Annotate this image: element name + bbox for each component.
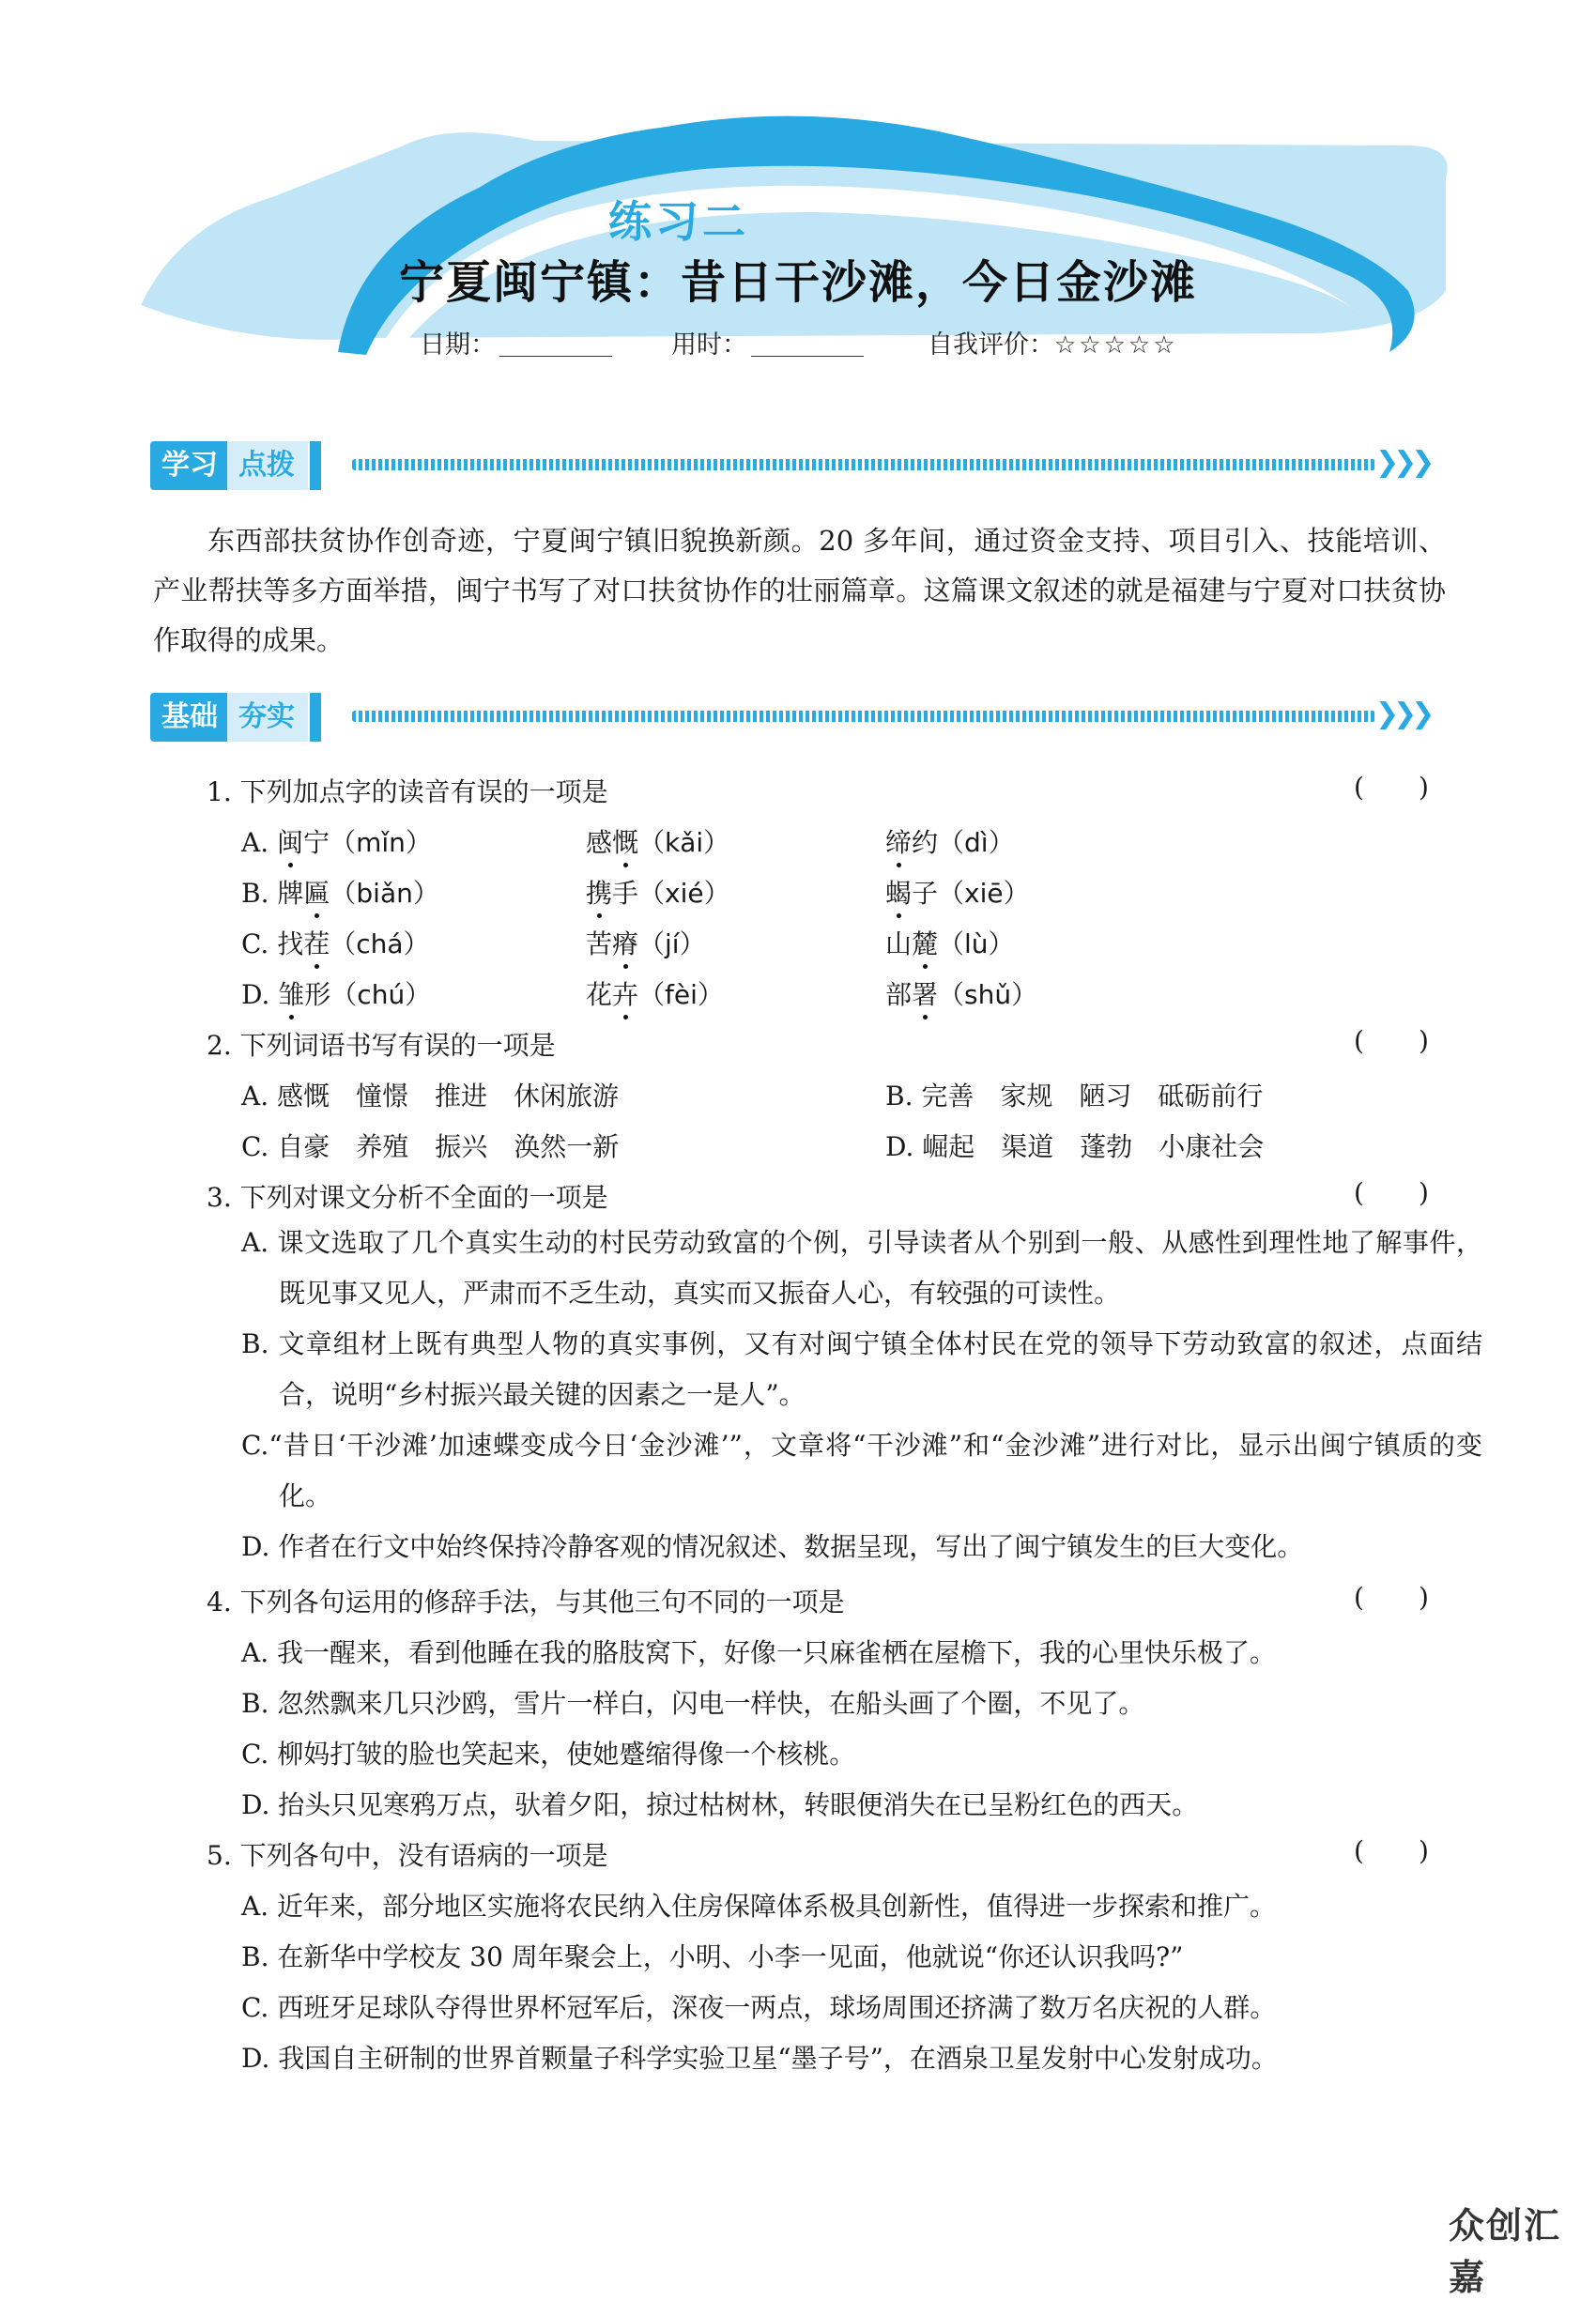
answer-bracket[interactable]: ( ): [1354, 1177, 1429, 1208]
page-title: 宁夏闽宁镇：昔日干沙滩，今日金沙滩: [399, 256, 1198, 309]
q1-option-a-1[interactable]: A. 闽宁（mǐn）: [241, 827, 432, 858]
q1-option-a-2: 感慨（kǎi）: [586, 827, 730, 858]
answer-bracket[interactable]: ( ): [1354, 1835, 1429, 1866]
section-tab-2: 点拨: [227, 441, 308, 490]
self-eval-field[interactable]: [928, 324, 1178, 360]
exercise-label: 练习二: [608, 196, 749, 247]
q4-option-a[interactable]: A. 我一醒来，看到他睡在我的胳肢窝下，好像一只麻雀栖在屋檐下，我的心里快乐极了。: [241, 1637, 1277, 1668]
q1-option-c-2: 苦瘠（jí）: [586, 928, 706, 959]
section-bar: [310, 693, 321, 742]
q1-option-b-2: 携手（xié）: [586, 878, 730, 909]
q5-option-d[interactable]: D. 我国自主研制的世界首颗量子科学实验卫星“墨子号”，在酒泉卫星发射中心发射成功。: [241, 2043, 1278, 2074]
answer-bracket[interactable]: ( ): [1354, 772, 1429, 803]
q1-option-d-1[interactable]: D. 雏形（chú）: [241, 979, 432, 1010]
question-5-stem: 5. 下列各句中，没有语病的一项是: [207, 1840, 608, 1871]
section-tab-1: 基础: [150, 693, 227, 742]
question-4-stem: 4. 下列各句运用的修辞手法，与其他三句不同的一项是: [207, 1587, 845, 1618]
q1-option-d-2: 花卉（fèi）: [586, 979, 724, 1010]
q5-option-c[interactable]: C. 西班牙足球队夺得世界杯冠军后，深夜一两点，球场周围还挤满了数万名庆祝的人群。: [241, 1992, 1277, 2023]
dotted-line: [352, 711, 1375, 722]
q1-option-a-3: 缔约（dì）: [885, 827, 1015, 858]
q4-option-d[interactable]: D. 抬头只见寒鸦万点，驮着夕阳，掠过枯树林，转眼便消失在已呈粉红色的西天。: [241, 1789, 1199, 1820]
answer-bracket[interactable]: ( ): [1354, 1582, 1429, 1613]
q2-option-b[interactable]: B. 完善 家规 陋习 砥砺前行: [885, 1081, 1264, 1112]
date-label: 日期：: [420, 330, 496, 360]
q3-option-c[interactable]: C.“昔日‘干沙滩’加速蝶变成今日‘金沙滩’”，文章将“干沙滩”和“金沙滩”进行对比，显示出闽宁镇质的变化。: [241, 1430, 1482, 1511]
section-tab-2: 夯实: [227, 693, 308, 742]
section-header-basics: [150, 690, 1430, 744]
time-field[interactable]: [671, 324, 864, 360]
q4-option-b[interactable]: B. 忽然飘来几只沙鸥，雪片一样白，闪电一样快，在船头画了个圈，不见了。: [241, 1688, 1145, 1719]
section-tab-1: 学习: [150, 441, 227, 490]
date-blank[interactable]: [499, 335, 612, 357]
q3-option-d[interactable]: D. 作者在行文中始终保持冷静客观的情况叙述、数据呈现，写出了闽宁镇发生的巨大变化。: [241, 1531, 1304, 1562]
star-rating[interactable]: ☆☆☆☆☆: [1054, 331, 1178, 360]
q1-option-b-3: 蝎子（xiē）: [885, 878, 1030, 909]
question-1-stem: 1. 下列加点字的读音有误的一项是: [207, 776, 608, 807]
question-3-stem: 3. 下列对课文分析不全面的一项是: [207, 1182, 608, 1213]
q1-option-c-1[interactable]: C. 找茬（chá）: [241, 928, 430, 959]
chevrons-right-icon: ❯❯❯: [1375, 446, 1430, 479]
q5-option-a[interactable]: A. 近年来，部分地区实施将农民纳入住房保障体系极具创新性，值得进一步探索和推广。: [241, 1891, 1277, 1922]
answer-bracket[interactable]: ( ): [1354, 1025, 1429, 1056]
q1-option-d-3: 部署（shǔ）: [885, 979, 1038, 1010]
dotted-line: [352, 459, 1375, 470]
q2-option-d[interactable]: D. 崛起 渠道 蓬勃 小康社会: [885, 1131, 1265, 1162]
q4-option-c[interactable]: C. 柳妈打皱的脸也笑起来，使她蹙缩得像一个核桃。: [241, 1739, 856, 1770]
q2-option-c[interactable]: C. 自豪 养殖 振兴 涣然一新: [241, 1131, 620, 1162]
watermark: 众创汇嘉: [1449, 2205, 1562, 2298]
time-blank[interactable]: [751, 335, 864, 357]
intro-paragraph: 东西部扶贫协作创奇迹，宁夏闽宁镇旧貌换新颜。20 多年间，通过资金支持、项目引入、技能培训、产业帮扶等多方面举措，闽宁书写了对口扶贫协作的壮丽篇章。这篇课文叙述的就是福建与宁夏对口扶贫协作取得的成果。: [153, 525, 1446, 656]
q3-option-a[interactable]: A. 课文选取了几个真实生动的村民劳动致富的个例，引导读者从个别到一般、从感性到理性地了解事件，既见事又见人，严肃而不乏生动，真实而又振奋人心，有较强的可读性。: [241, 1227, 1482, 1309]
q1-option-b-1[interactable]: B. 牌匾（biǎn）: [241, 878, 439, 909]
date-field[interactable]: [420, 324, 612, 360]
section-bar: [310, 441, 321, 490]
q3-option-b[interactable]: B. 文章组材上既有典型人物的真实事例，又有对闽宁镇全体村民在党的领导下劳动致富的叙述，点面结合，说明“乡村振兴最关键的因素之一是人”。: [241, 1328, 1482, 1410]
q1-option-c-3: 山麓（lù）: [885, 928, 1015, 959]
chevrons-right-icon: ❯❯❯: [1375, 698, 1430, 730]
q2-option-a[interactable]: A. 感慨 憧憬 推进 休闲旅游: [241, 1081, 620, 1112]
self-eval-label: 自我评价：: [928, 330, 1054, 360]
question-2-stem: 2. 下列词语书写有误的一项是: [207, 1030, 556, 1061]
section-header-study: [150, 438, 1430, 493]
q5-option-b[interactable]: B. 在新华中学校友 30 周年聚会上，小明、小李一见面，他就说“你还认识我吗?”: [241, 1941, 1184, 1972]
time-label: 用时：: [671, 330, 747, 360]
